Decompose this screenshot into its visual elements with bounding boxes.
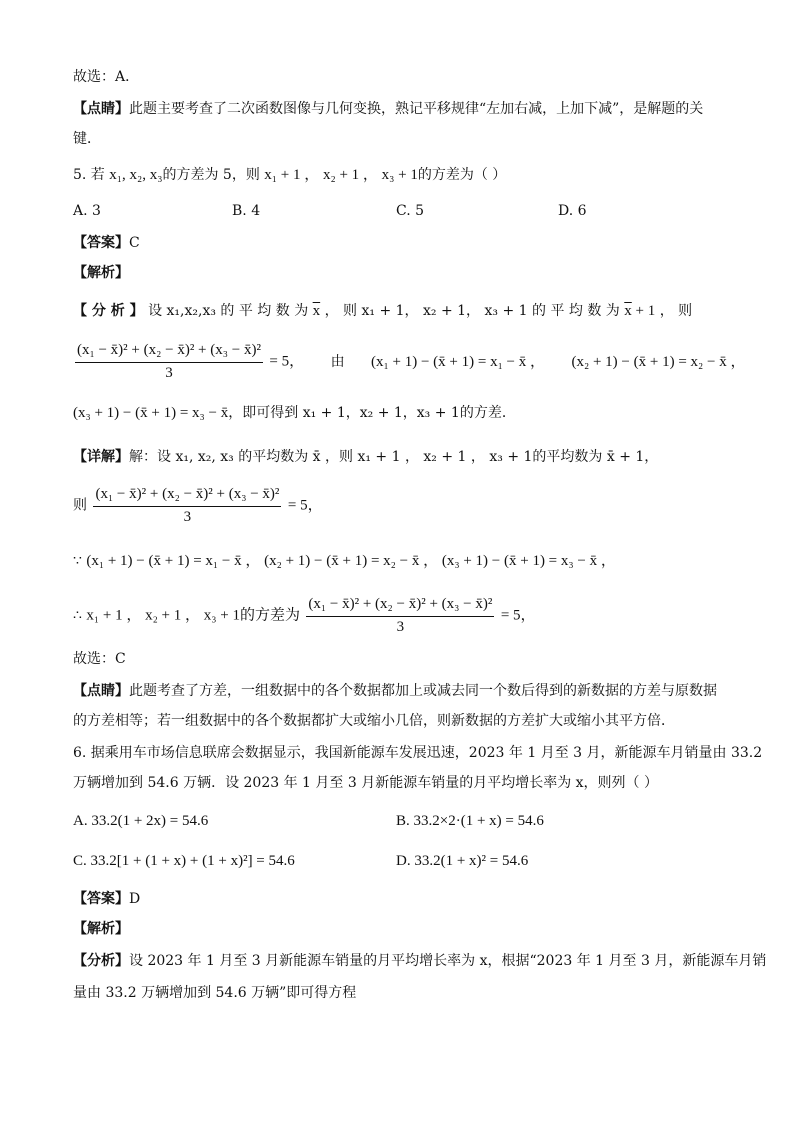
- q5-detail-variance-eq: = 5，: [287, 497, 323, 514]
- q5-ze: 则: [73, 497, 87, 514]
- q5-diff1: (x₁ + 1) − (x̄ + 1) = x₁ − x̄ ，: [371, 353, 546, 370]
- q5-stem-mid: 的方差为 5，则: [162, 167, 260, 183]
- q5-fenxi-text1: 设 x₁,x₂,x₃ 的 平 均 数 为: [148, 303, 309, 319]
- q5-stem-vars: x₁, x₂, x₃: [109, 167, 163, 183]
- q5-detail-text: 解：设 x₁, x₂, x₃ 的平均数为 x̄ ，则 x₁ + 1 ， x₂ + 1 ， x₃ + 1的平均数为 x̄ + 1，: [129, 449, 659, 465]
- q6-fenxi-line1: [73, 950, 766, 972]
- q4-comment-line1: [73, 98, 703, 120]
- q5-stem: [73, 164, 506, 186]
- q5-fenxi-mean-plus: $\overline{x} + 1$: [624, 303, 656, 319]
- q5-because: ∵: [73, 553, 82, 569]
- q5-fenxi-line2: [73, 340, 745, 383]
- q6-stem-line1: 6. 据乘用车市场信息联席会数据显示，我国新能源车发展迅速，2023 年 1 月至 3 月，新能源车月销量由 33.2: [73, 745, 763, 761]
- q6-answer: [73, 888, 140, 910]
- q4-comment-line2: 键．: [73, 131, 101, 147]
- q6-fenxi-text1: 设 2023 年 1 月至 3 月新能源车销量的月平均增长率为 x，根据“2023 年 1 月至 3 月，新能源车月销: [129, 953, 767, 969]
- q5-therefore-eq: = 5，: [500, 607, 536, 624]
- q6-answer-label: 【答案】: [73, 891, 129, 907]
- q5-variance-numerator: (x₁ − x̄)² + (x₂ − x̄)² + (x₃ − x̄)²: [75, 340, 263, 363]
- q5-comment-line1: [73, 680, 717, 702]
- q5-detail-variance-fraction: [93, 484, 281, 527]
- q5-fenxi-text3: ， 则: [659, 303, 693, 319]
- q5-answer-value: C: [129, 235, 140, 251]
- q5-therefore-text: x₁ + 1 ， x₂ + 1 ， x₃ + 1的方差为: [86, 607, 300, 624]
- q5-detail-label: 【详解】: [73, 449, 129, 465]
- q5-comment-text1: 此题考查了方差，一组数据中的各个数据都加上或减去同一个数后得到的新数据的方差与原数据: [129, 683, 717, 699]
- q5-choice: 故选：C: [73, 651, 126, 667]
- q6-answer-value: D: [129, 891, 141, 907]
- q6-fenxi-label: 【分析】: [73, 953, 129, 969]
- q5-fenxi-line3: [73, 402, 516, 424]
- q5-analysis-label: 【解析】: [73, 265, 129, 281]
- q5-detail-variance-denominator: 3: [183, 509, 192, 525]
- q4-answer-choice: 故选：A．: [73, 69, 140, 85]
- q5-therefore-numerator: (x₁ − x̄)² + (x₂ − x̄)² + (x₃ − x̄)²: [306, 594, 494, 617]
- q5-stem-prefix: 5. 若: [73, 167, 105, 183]
- q6-fenxi-line2: 量由 33.2 万辆增加到 54.6 万辆”即可得方程: [73, 985, 357, 1001]
- q5-variance-denominator: 3: [165, 365, 173, 381]
- q5-detail-line3: [73, 550, 616, 572]
- q5-therefore: ∴: [73, 607, 82, 624]
- q5-stem-terms: x₁ + 1 ， x₂ + 1 ， x₃ + 1: [264, 167, 418, 183]
- q5-answer: [73, 232, 140, 254]
- q6-stem-line2: 万辆增加到 54.6 万辆．设 2023 年 1 月至 3 月新能源车销量的月平均增长率为 x，则列（ ）: [73, 775, 659, 791]
- q5-you: 由: [330, 353, 345, 370]
- q5-fenxi-line1: [73, 300, 692, 322]
- q5-comment-line2: 的方差相等；若一组数据中的各个数据都扩大或缩小几倍，则新数据的方差扩大或缩小其平方倍．: [73, 713, 675, 729]
- q5-answer-label: 【答案】: [73, 235, 129, 251]
- q5-option-c: C. 5: [396, 203, 425, 219]
- q5-fenxi-text2: ， 则 x₁ + 1， x₂ + 1， x₃ + 1 的 平 均 数 为: [324, 303, 620, 319]
- q5-detail-line4: [73, 594, 536, 637]
- q5-fenxi-mean: $\overline{x}$: [312, 303, 321, 319]
- q4-comment-label: 【点睛】: [73, 101, 129, 117]
- q5-fenxi-end: ，即可得到 x₁ + 1，x₂ + 1，x₃ + 1的方差．: [228, 405, 516, 421]
- q5-fenxi-label: 【 分 析 】: [73, 303, 144, 319]
- q5-detail-variance-numerator: (x₁ − x̄)² + (x₂ − x̄)² + (x₃ − x̄)²: [93, 484, 281, 507]
- q6-option-d: D. 33.2(1 + x)² = 54.6: [396, 853, 529, 869]
- q5-stem-suffix: 的方差为（ ）: [417, 167, 507, 183]
- q6-option-a: A. 33.2(1 + 2x) = 54.6: [73, 813, 209, 829]
- q4-comment-text1: 此题主要考查了二次函数图像与几何变换，熟记平移规律“左加右减，上加下减”，是解题的关: [129, 101, 704, 117]
- q5-variance-fraction: [75, 340, 263, 383]
- q5-option-b: B. 4: [232, 203, 261, 219]
- q5-therefore-fraction: [306, 594, 494, 637]
- q5-option-d: D. 6: [558, 203, 587, 219]
- q6-option-b: B. 33.2×2·(1 + x) = 54.6: [396, 813, 544, 829]
- q5-option-a: A. 3: [73, 203, 101, 219]
- q5-detail-line1: [73, 446, 658, 468]
- q5-diff3: (x₃ + 1) − (x̄ + 1) = x₃ − x̄: [73, 405, 229, 421]
- q5-comment-label: 【点睛】: [73, 683, 129, 699]
- q5-detail-line2: [73, 484, 323, 527]
- q5-because-text: (x₁ + 1) − (x̄ + 1) = x₁ − x̄ ， (x₂ + 1) − (x̄ + 1) = x₂ − x̄ ， (x₃ + 1) − (x̄ + 1) = x₃ − x̄ ，: [86, 553, 616, 569]
- q5-therefore-denominator: 3: [396, 619, 405, 635]
- q6-option-c: C. 33.2[1 + (1 + x) + (1 + x)²] = 54.6: [73, 853, 295, 869]
- q5-diff2: (x₂ + 1) − (x̄ + 1) = x₂ − x̄ ，: [571, 353, 746, 370]
- q5-variance-eq: = 5，: [269, 353, 305, 370]
- q6-analysis-label: 【解析】: [73, 921, 129, 937]
